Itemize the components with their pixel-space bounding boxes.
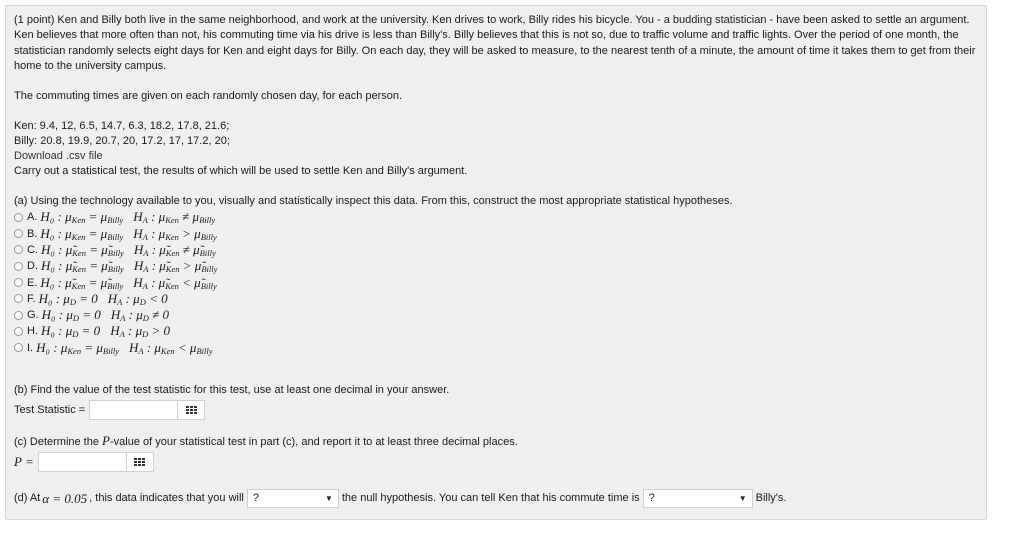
part-d-end: Billy's. [755,491,787,504]
h0-relation: = 0 [78,323,101,339]
ha-subscript: A [142,231,148,242]
h0-subscript-2: Billy [107,280,124,291]
h0-subscript: D [72,313,80,324]
ha-relation: : μ̃ [148,241,166,257]
option-formula [40,226,216,242]
p-value-input[interactable] [38,452,154,472]
ha-subscript-1: Ken [165,247,180,258]
hypothesis-option[interactable] [14,323,978,339]
part-c-suffix: -value of your statistical test in part (c), and report it to at least three decimal places. [109,435,518,448]
ha-relation: : μ [147,225,166,241]
ha-subscript-1: Ken [160,345,175,356]
ha-part: H [107,290,118,306]
ha-part: H [133,209,143,225]
option-letter: A. [27,211,38,224]
ha-relation: : μ [124,323,143,339]
hypothesis-option[interactable] [14,307,978,323]
radio-button[interactable] [14,294,23,303]
ha-subscript: A [117,296,123,307]
chevron-down-icon: ▼ [738,493,747,503]
ha-subscript-2: Billy [201,264,218,275]
option-letter: G. [27,309,39,322]
option-letter: B. [27,227,38,240]
ha-part: H [110,307,121,323]
problem-panel [5,5,987,520]
test-statistic-label: Test Statistic = [14,403,86,416]
ha-subscript-2: Billy [200,231,217,242]
option-letter: D. [27,260,38,273]
h0-part: H₀ : μ [41,307,73,323]
h0-relation: = μ [81,339,103,355]
h0-part: H₀ : μ [40,209,72,225]
p-value-label: P = [14,453,34,469]
radio-button[interactable] [14,262,23,271]
ha-relation: : μ [122,290,140,306]
h0-subscript: Ken [72,247,86,258]
ha-subscript-2: Billy [199,215,216,226]
p-value-field[interactable] [39,453,126,471]
reject-select[interactable] [247,489,339,508]
h0-subscript: Ken [67,345,82,356]
ken-data: Ken: 9.4, 12, 6.5, 14.7, 6.3, 18.2, 17.8, 21.6; [14,120,230,133]
problem-intro: (1 point) Ken and Billy both live in the same neighborhood, and work at the university. Ken drives to work, Billy rides his bicycle. You - a budding statistician - have been asked to settle an argument. Ken believes that more often than not, his commuting time via his drive is less than Billy's. Billy believes that this is not so, due to traffic volume and traffic lights. Over the period of one month, the statistician randomly selects eight days for Ken and eight days for Billy. On each day, they will be asked to measure, to the nearest tenth of a minute, the amount of time it takes them to get from their home to the university campus. [14,14,976,72]
h0-subscript-2: Billy [107,215,124,226]
hypothesis-option[interactable] [14,291,978,307]
ha-symbol: > μ [178,225,201,241]
ha-relation: : μ [125,307,143,323]
h0-subscript: D [69,296,76,307]
ha-symbol: ≠ μ̃ [179,241,200,257]
option-formula [42,307,169,323]
ha-relation: : μ [147,209,166,225]
ha-subscript-2: Billy [199,247,216,258]
part-c-prefix: (c) Determine the [14,435,103,448]
part-d-mid2: the null hypothesis. You can tell Ken that his commute time is [341,491,640,504]
option-formula [40,209,215,225]
h0-subscript-2: Billy [107,247,124,258]
h0-subscript: Ken [71,215,86,226]
h0-part: H₀ : μ [40,225,72,241]
option-letter: H. [27,325,38,338]
h0-subscript: D [72,329,79,340]
h0-part: H₀ : μ̃ [41,241,73,257]
ha-subscript: A [138,345,144,356]
ha-subscript: A [119,329,125,340]
option-formula [41,323,170,339]
h0-relation: = μ [85,209,108,225]
part-c-question [14,433,978,450]
ha-subscript: A [143,247,149,258]
h0-part: H₀ : μ [36,339,68,355]
carry-out-text: Carry out a statistical test, the results of which will be used to settle Ken and Billy's argument. [14,165,468,178]
h0-relation: = μ̃ [85,241,108,257]
times-intro: The commuting times are given on each randomly chosen day, for each person. [14,90,403,103]
billy-data: Billy: 20.8, 19.9, 20.7, 20, 17.2, 17, 17.2, 20; [14,135,230,148]
ha-part: H [110,323,120,339]
ha-subscript: A [142,215,148,226]
part-a-question: (a) Using the technology available to you, visually and statistically inspect this data. From this, construct the most appropriate statistical hypotheses. [14,195,733,208]
radio-button[interactable] [14,343,23,352]
option-formula [41,258,217,274]
radio-button[interactable] [14,213,23,222]
h0-subscript-2: Billy [107,231,124,242]
ha-part: H [133,241,144,257]
ha-subscript-1: Ken [165,280,179,291]
option-formula [39,291,168,307]
option-letter: C. [27,243,38,256]
ha-relation: : μ̃ [147,274,166,290]
download-csv-link[interactable]: Download .csv file [14,150,103,163]
test-statistic-field[interactable] [90,401,177,419]
ha-part: H [128,339,139,355]
ha-part: H [133,274,143,290]
hypothesis-option[interactable] [14,225,978,241]
h0-subscript: Ken [72,264,86,275]
h0-part: H₀ : μ̃ [40,274,72,290]
ha-part: H [133,258,144,274]
h0-relation: = μ̃ [85,274,108,290]
hypothesis-option[interactable] [14,340,978,356]
radio-button[interactable] [14,278,23,287]
comparison-select[interactable] [643,489,753,508]
option-formula [41,242,216,258]
ha-symbol: < μ̃ [178,274,201,290]
ha-subscript: A [142,280,148,291]
alpha-value: α = 0.05 [42,490,88,506]
radio-button[interactable] [14,311,23,320]
hypothesis-option[interactable] [14,209,978,225]
option-letter: I. [27,341,34,354]
ha-subscript-1: Ken [165,264,180,275]
chevron-down-icon: ▼ [324,493,333,503]
radio-button[interactable] [14,229,23,238]
ha-relation: : μ̃ [148,258,166,274]
ha-subscript-1: D [142,313,149,324]
comparison-select-value: ? [648,491,655,504]
part-d-mid: , this data indicates that you will [89,491,244,504]
option-formula [36,340,212,356]
part-d-question [14,489,978,508]
hypothesis-option[interactable] [14,242,978,258]
reject-select-value: ? [252,491,259,504]
ha-symbol: ≠ 0 [148,307,170,323]
ha-symbol: < μ [174,339,197,355]
keypad-icon[interactable] [177,401,204,419]
ha-symbol: < 0 [145,290,168,306]
hypothesis-options [14,209,978,356]
part-b-question: (b) Find the value of the test statistic for this test, use at least one decimal in your answer. [14,383,450,396]
ha-subscript-1: D [139,296,146,307]
ha-part: H [133,225,143,241]
h0-part: H₀ : μ [41,323,73,339]
h0-subscript-2: Billy [107,264,124,275]
p-variable: P [102,432,110,448]
h0-relation: = μ [85,225,108,241]
part-d-prefix: (d) At [14,491,41,504]
ha-subscript: A [120,313,126,324]
ha-relation: : μ [143,339,161,355]
option-letter: E. [27,276,38,289]
hypothesis-option[interactable] [14,258,978,274]
ha-symbol: > 0 [148,323,171,339]
h0-part: H₀ : μ̃ [41,258,73,274]
test-statistic-input[interactable] [89,400,205,420]
radio-button[interactable] [14,245,23,254]
h0-relation: = μ̃ [85,258,108,274]
ha-subscript-2: Billy [196,345,213,356]
ha-symbol: > μ̃ [179,258,202,274]
option-letter: F. [27,292,36,305]
ha-subscript-2: Billy [200,280,217,291]
ha-symbol: ≠ μ [178,209,200,225]
h0-relation: = 0 [75,290,98,306]
h0-subscript: Ken [71,280,86,291]
radio-button[interactable] [14,327,23,336]
h0-subscript: Ken [71,231,86,242]
hypothesis-option[interactable] [14,274,978,290]
h0-subscript-2: Billy [102,345,119,356]
h0-relation: = 0 [79,307,101,323]
keypad-icon[interactable] [126,453,153,471]
option-formula [40,275,216,291]
ha-subscript: A [143,264,149,275]
ha-subscript-1: Ken [165,215,179,226]
ha-subscript-1: Ken [165,231,179,242]
ha-subscript-1: D [142,329,149,340]
h0-part: H₀ : μ [38,290,70,306]
